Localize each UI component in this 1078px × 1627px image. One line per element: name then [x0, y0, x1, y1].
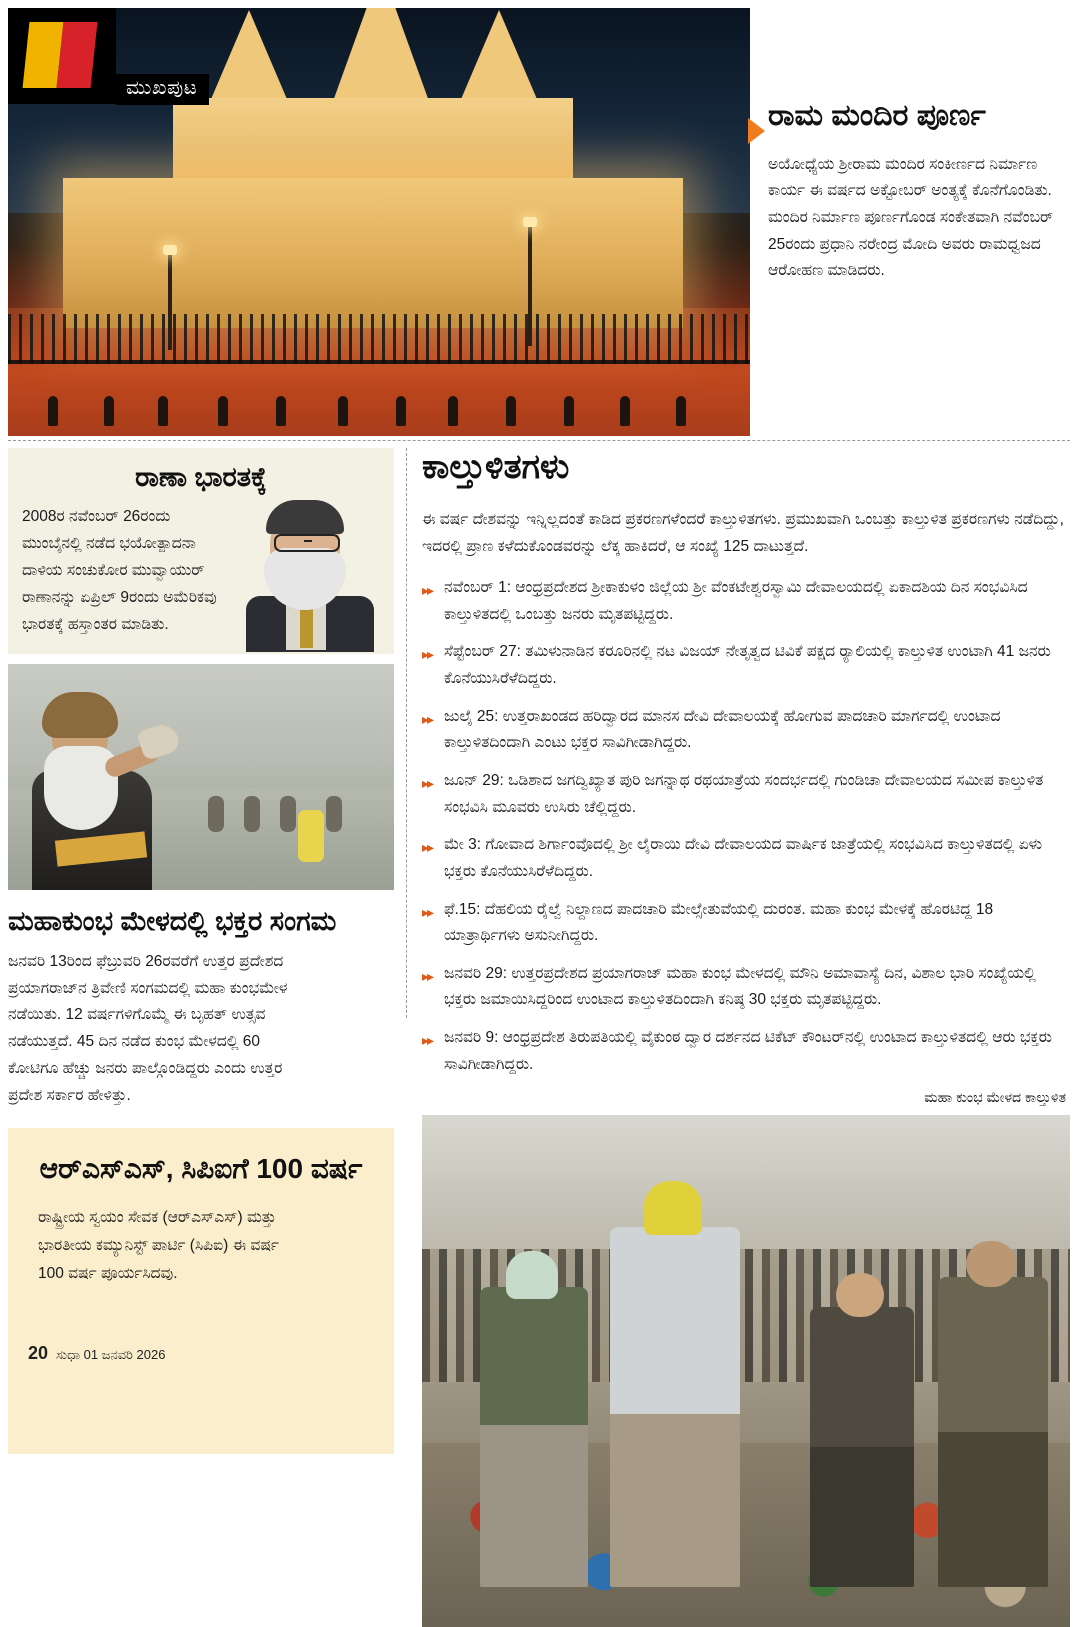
portrait-tie [300, 604, 313, 648]
double-chevron-icon: ▸▸ [422, 1032, 433, 1049]
photo-caption: ಮಹಾ ಕುಂಭ ಮೇಳದ ಕಾಲ್ತುಳಿತ [924, 1089, 1066, 1106]
list-item [422, 575, 1070, 628]
lead-story-title: ರಾಮ ಮಂದಿರ ಪೂರ್ಣ [768, 99, 986, 132]
portrait-hair [266, 500, 344, 534]
main-story-title: ಕಾಲ್ತುಳಿತಗಳು [422, 448, 570, 486]
hero-crowd [8, 342, 750, 426]
logo-red-shape [57, 22, 98, 88]
rss-title: ಆರ್‌ಎಸ್‌ಎಸ್, ಸಿಪಿಐಗೆ 100 ವರ್ಷ [39, 1153, 363, 1185]
stampede-incident-list [422, 575, 1070, 1079]
list-item-text: ಜನವರಿ 29: ಉತ್ತರಪ್ರದೇಶದ ಪ್ರಯಾಗರಾಜ್ ಮಹಾ ಕುಂಭ ಮೇಳದಲ್ಲಿ ಮೌನಿ ಅಮಾವಾಸ್ಯೆ ದಿನ, ವಿಶಾಲ ಭಾರಿ ಸಂಖ್ಯೆಯಲ್ಲಿ ಭಕ್ತರು ಜಮಾಯಿಸಿದ್ದರಿಂದ ಉಂಟಾದ ಕಾಲ್ತುಳಿತದಿಂದಾಗಿ ಕನಿಷ್ಠ 30 ಭಕ್ತರು ಮೃತಪಟ್ಟಿದ್ದರು. [444, 964, 1036, 1009]
double-chevron-icon: ▸▸ [422, 967, 433, 984]
list-item [422, 639, 1070, 692]
double-chevron-icon: ▸▸ [422, 903, 433, 920]
list-item [422, 704, 1070, 757]
lead-story-body: ಅಯೋಧ್ಯೆಯ ಶ್ರೀರಾಮ ಮಂದಿರ ಸಂಕೀರ್ಣದ ನಿರ್ಮಾಣ ಕಾರ್ಯ ಈ ವರ್ಷದ ಅಕ್ಟೋಬರ್ ಅಂತ್ಯಕ್ಕೆ ಕೊನೆಗೊಂಡಿತು. ಮಂದಿರ ನಿರ್ಮಾಣ ಪೂರ್ಣಗೊಂಡ ಸಂಕೇತವಾಗಿ ನವೆಂಬರ್ 25ರಂದು ಪ್ರಧಾನಿ ನರೇಂದ್ರ ಮೋದಿ ಅವರು ರಾಮಧ್ವಜದ ಆರೋಹಣ ಮಾಡಿದರು. [768, 155, 1054, 280]
hero-light-pole [528, 226, 532, 346]
water-vessel [136, 721, 181, 761]
rana-sidebar [8, 448, 394, 654]
rana-body: 2008ರ ನವೆಂಬರ್ 26ರಂದು ಮುಂಬೈನಲ್ಲಿ ನಡೆದ ಭಯೋತ್ಪಾದನಾ ದಾಳಿಯ ಸಂಚುಕೋರ ಮುವ್ವಾಯುರ್ ರಾಣಾನನ್ನು ಏಪ್ರಿಲ್ 9ರಂದು ಅಮೆರಿಕವು ಭಾರತಕ್ಕೆ ಹಸ್ತಾಂತರ ಮಾಡಿತು. [22, 508, 217, 633]
photo-sky [422, 1115, 1070, 1248]
list-item-text: ಜನವರಿ 9: ಆಂಧ್ರಪ್ರದೇಶ ತಿರುಪತಿಯಲ್ಲಿ ವೈಕುಂಠ ದ್ವಾರ ದರ್ಶನದ ಟಿಕೆಟ್ ಕೌಂಟರ್‌ನಲ್ಲಿ ಉಂಟಾದ ಕಾಲ್ತುಳಿತದಲ್ಲಿ ಆರು ಭಕ್ತರು ಸಾವಿಗೀಡಾಗಿದ್ದರು. [444, 1029, 1052, 1073]
rss-body: ರಾಷ್ಟ್ರೀಯ ಸ್ವಯಂ ಸೇವಕ (ಆರ್‌ಎಸ್‌ಎಸ್) ಮತ್ತು ಭಾರತೀಯ ಕಮ್ಯುನಿಸ್ಟ್ ಪಾರ್ಟಿ (ಸಿಪಿಐ) ಈ ವರ್ಷ 100 ವರ್ಷ ಪೂರ್ಯಸಿದವು. [38, 1209, 279, 1282]
photo-figure [810, 1307, 914, 1587]
list-item [422, 832, 1070, 885]
rana-title: ರಾಣಾ ಭಾರತಕ್ಕೆ [135, 462, 267, 492]
sadhu-hair [42, 692, 118, 738]
hero-image-ram-mandir [8, 8, 750, 436]
double-chevron-icon: ▸▸ [422, 774, 433, 791]
rss-sidebar [8, 1128, 394, 1454]
photo-figure [938, 1277, 1048, 1587]
main-story-intro: ಈ ವರ್ಷ ದೇಶವನ್ನು ಇನ್ನಿಲ್ಲದಂತೆ ಕಾಡಿದ ಪ್ರಕರಣಗಳೆಂದರೆ ಕಾಲ್ತುಳಿತಗಳು. ಪ್ರಮುಖವಾಗಿ ಒಂಬತ್ತು ಕಾಲ್ತುಳಿತ ಪ್ರಕರಣಗಳು ನಡೆದಿದ್ದು, ಇದರಲ್ಲಿ ಪ್ರಾಣ ಕಳೆದುಕೊಂಡವರನ್ನು ಲೆಕ್ಕ ಹಾಕಿದರೆ, ಆ ಸಂಖ್ಯೆ 125 ದಾಟುತ್ತದೆ. [422, 511, 1064, 555]
list-item [422, 1025, 1070, 1078]
list-item-text: ಜುಲೈ 25: ಉತ್ತರಾಖಂಡದ ಹರಿದ್ವಾರದ ಮಾನಸ ದೇವಿ ದೇವಾಲಯಕ್ಕೆ ಹೋಗುವ ಪಾದಚಾರಿ ಮಾರ್ಗದಲ್ಲಿ ಉಂಟಾದ ಕಾಲ್ತುಳಿತದಿಂದಾಗಿ ಎಂಟು ಭಕ್ತರ ಸಾವಿಗೀಡಾಗಿದ್ದರು. [444, 707, 1001, 752]
list-item-text: ಫೆ.15: ದೆಹಲಿಯ ರೈಲ್ವೆ ನಿಲ್ದಾಣದ ಪಾದಚಾರಿ ಮೇಲ್ಸೇತುವೆಯಲ್ಲಿ ದುರಂತ. ಮಹಾ ಕುಂಭ ಮೇಳಕ್ಕೆ ಹೊರಟಿದ್ದ 18 ಯಾತ್ರಾರ್ಥಿಗಳು ಅಸುನೀಗಿದ್ದರು. [444, 900, 994, 945]
list-item [422, 897, 1070, 950]
stampede-photo [422, 1115, 1070, 1627]
sadhu-figure [26, 690, 176, 890]
main-story [422, 448, 1070, 1627]
left-column [8, 448, 394, 1454]
kumbh-photo [8, 664, 394, 890]
temple-illustration [53, 28, 693, 328]
section-divider-horizontal [8, 440, 1070, 441]
publication-info: ಸುಧಾ 01 ಜನವರಿ 2026 [56, 1347, 166, 1363]
page-number: 20 [28, 1343, 49, 1364]
photo-figure [480, 1287, 588, 1587]
list-item-text: ನವೆಂಬರ್ 1: ಆಂಧ್ರಪ್ರದೇಶದ ಶ್ರೀಕಾಕುಳಂ ಜಿಲ್ಲೆಯ ಶ್ರೀ ವೆಂಕಟೇಶ್ವರಸ್ವಾಮಿ ದೇವಾಲಯದಲ್ಲಿ ಏಕಾದಶಿಯ ದಿನ ಸಂಭವಿಸಿದ ಕಾಲ್ತುಳಿತದಲ್ಲಿ ಒಂಬತ್ತು ಜನರು ಮೃತಪಟ್ಟಿದ್ದರು. [444, 578, 1028, 623]
section-label-cover-story: ಮುಖಪುಟ [116, 74, 209, 105]
photo-figure [610, 1227, 740, 1587]
list-item-text: ಮೇ 3: ಗೋವಾದ ಶಿರ್ಗಾಂವೊದಲ್ಲಿ ಶ್ರೀ ಲೈರಾಯಿ ದೇವಿ ದೇವಾಲಯದ ವಾರ್ಷಿಕ ಜಾತ್ರೆಯಲ್ಲಿ ಸಂಭವಿಸಿದ ಕಾಲ್ತುಳಿತದಲ್ಲಿ ಏಳು ಭಕ್ತರು ಕೊನೆಯುಸಿರೆಳೆದಿದ್ದರು. [444, 836, 1043, 880]
kumbh-story-title: ಮಹಾಕುಂಭ ಮೇಳದಲ್ಲಿ ಭಕ್ತರ ಸಂಗಮ [8, 906, 337, 936]
list-item [422, 961, 1070, 1014]
kumbh-story-body: ಜನವರಿ 13ರಿಂದ ಫೆಬ್ರುವರಿ 26ರವರೆಗೆ ಉತ್ತರ ಪ್ರದೇಶದ ಪ್ರಯಾಗರಾಜ್‌ನ ತ್ರಿವೇಣಿ ಸಂಗಮದಲ್ಲಿ ಮಹಾ ಕುಂಭಮೇಳ ನಡೆಯಿತು. 12 ವರ್ಷಗಳಿಗೊಮ್ಮೆ ಈ ಬೃಹತ್ ಉತ್ಸವ ನಡೆಯುತ್ತದೆ. 45 ದಿನ ನಡೆದ ಕುಂಭ ಮೇಳದಲ್ಲಿ 60 ಕೋಟಿಗೂ ಹೆಚ್ಚು ಜನರು ಪಾಲ್ಗೊಂಡಿದ್ದರು ಎಂದು ಉತ್ತರ ಪ್ರದೇಶ ಸರ್ಕಾರ ಹೇಳಿತ್ತು. [8, 952, 288, 1105]
arrow-bullet-icon [748, 118, 765, 144]
page-folio [28, 1343, 374, 1364]
double-chevron-icon: ▸▸ [422, 839, 433, 856]
double-chevron-icon: ▸▸ [422, 710, 433, 727]
list-item [422, 768, 1070, 821]
sadhu-beard [44, 746, 118, 830]
photo-caption-row [422, 1089, 1070, 1111]
lead-story [762, 96, 1062, 285]
temple-base [63, 178, 683, 328]
magazine-logo-block [8, 8, 116, 104]
double-chevron-icon: ▸▸ [422, 646, 433, 663]
double-chevron-icon: ▸▸ [422, 581, 433, 598]
list-item-text: ಸೆಪ್ಟೆಂಬರ್ 27: ತಮಿಳುನಾಡಿನ ಕರೂರಿನಲ್ಲಿ ನಟ ವಿಜಯ್ ನೇತೃತ್ವದ ಟಿವಿಕೆ ಪಕ್ಷದ ರ್‍ಯಾಲಿಯಲ್ಲಿ ಕಾಲ್ತುಳಿತ ಉಂಟಾಗಿ 41 ಜನರು ಕೊನೆಯುಸಿರೆಳೆದಿದ್ದರು. [444, 643, 1051, 687]
hero-light-pole [168, 254, 172, 350]
column-divider-vertical [406, 448, 407, 1018]
rana-portrait-illustration [230, 500, 390, 650]
list-item-text: ಜೂನ್ 29: ಒಡಿಶಾದ ಜಗದ್ವಿಖ್ಯಾತ ಪುರಿ ಜಗನ್ನಾಥ ರಥಯಾತ್ರೆಯ ಸಂದರ್ಭದಲ್ಲಿ ಗುಂಡಿಚಾ ದೇವಾಲಯದ ಸಮೀಪ ಕಾಲ್ತುಳಿತ ಸಂಭವಿಸಿ ಮೂವರು ಉಸಿರು ಚೆಲ್ಲಿದ್ದರು. [444, 771, 1044, 816]
portrait-glasses [274, 534, 340, 552]
